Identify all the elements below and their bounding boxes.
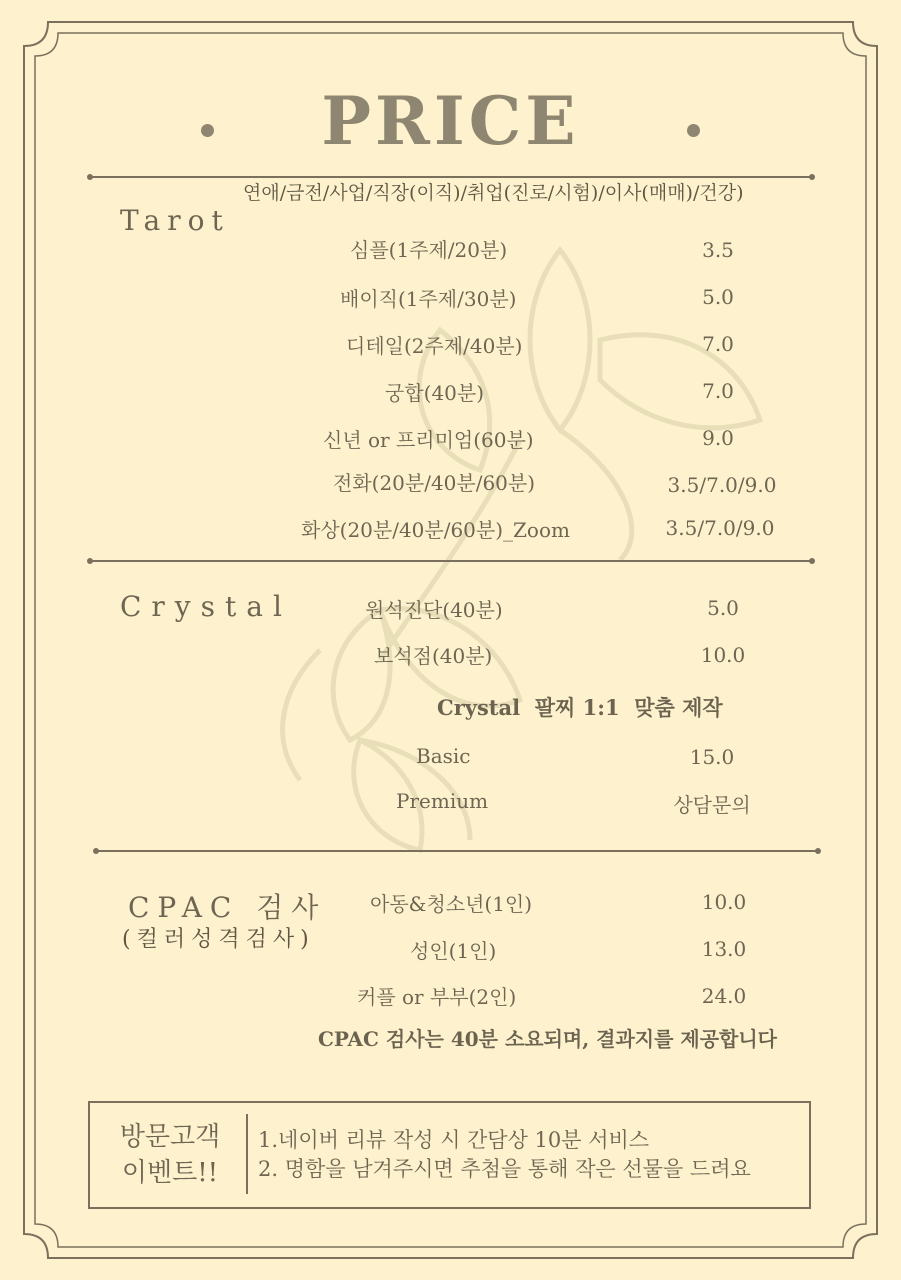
tarot-item-price: 7.0 bbox=[702, 332, 734, 356]
title-dot-left bbox=[201, 124, 214, 137]
crystal-item-name: 보석점(40분) bbox=[374, 644, 493, 668]
event-line-1: 1.네이버 리뷰 작성 시 간담상 10분 서비스 bbox=[258, 1128, 650, 1152]
cpac-heading: CPAC 검사 bbox=[128, 891, 327, 924]
cpac-item-name: 커플 or 부부(2인) bbox=[357, 985, 517, 1009]
tarot-item-price: 3.5/7.0/9.0 bbox=[665, 516, 775, 540]
cpac-item-name: 성인(1인) bbox=[410, 939, 497, 963]
tarot-item-name: 심플(1주제/20분) bbox=[350, 238, 508, 262]
tarot-item-name: 디테일(2주제/40분) bbox=[346, 334, 523, 358]
tarot-item-name: 화상(20분/40분/60분)_Zoom bbox=[301, 518, 570, 542]
event-title-line1: 방문고객 bbox=[119, 1122, 221, 1152]
cpac-subtitle: (컬러성격검사) bbox=[122, 927, 315, 952]
cpac-item-price: 24.0 bbox=[701, 984, 747, 1008]
crystal-heading: Crystal bbox=[120, 590, 292, 623]
tarot-item-name: 궁합(40분) bbox=[385, 381, 485, 405]
tarot-item-name: 신년 or 프리미엄(60분) bbox=[323, 428, 534, 452]
tarot-item-price: 5.0 bbox=[702, 285, 734, 309]
tarot-item-price: 3.5 bbox=[702, 238, 734, 262]
crystal-item-price: 10.0 bbox=[700, 643, 746, 667]
cpac-item-price: 10.0 bbox=[701, 890, 747, 914]
crystal-custom-item-price: 상담문의 bbox=[673, 793, 751, 817]
tarot-topics: 연애/금전/사업/직장(이직)/취업(진로/시험)/이사(매매)/건강) bbox=[243, 182, 744, 204]
crystal-item-price: 5.0 bbox=[707, 596, 739, 620]
crystal-custom-item-price: 15.0 bbox=[689, 745, 735, 769]
tarot-item-price: 7.0 bbox=[702, 379, 734, 403]
divider-cpac bbox=[96, 850, 818, 852]
title-dot-right bbox=[687, 124, 700, 137]
tarot-heading: Tarot bbox=[120, 204, 230, 237]
crystal-custom-heading: Crystal 팔찌 1:1 맞춤 제작 bbox=[437, 695, 723, 720]
tarot-item-price: 3.5/7.0/9.0 bbox=[667, 473, 777, 497]
event-divider bbox=[246, 1114, 248, 1194]
tarot-item-name: 배이직(1주제/30분) bbox=[340, 287, 517, 311]
divider-crystal bbox=[90, 560, 812, 562]
cpac-item-price: 13.0 bbox=[701, 937, 747, 961]
page-title: PRICE bbox=[321, 82, 580, 160]
cpac-note: CPAC 검사는 40분 소요되며, 결과지를 제공합니다 bbox=[318, 1027, 777, 1051]
tarot-item-price: 9.0 bbox=[702, 426, 734, 450]
event-title-line2: 이벤트!! bbox=[121, 1158, 219, 1188]
crystal-custom-item-name: Premium bbox=[396, 789, 489, 813]
crystal-custom-item-name: Basic bbox=[416, 744, 471, 768]
event-line-2: 2. 명함을 남겨주시면 추첨을 통해 작은 선물을 드려요 bbox=[258, 1157, 751, 1181]
tarot-item-name: 전화(20분/40분/60분) bbox=[333, 471, 536, 495]
crystal-item-name: 원석진단(40분) bbox=[365, 598, 503, 622]
cpac-item-name: 아동&청소년(1인) bbox=[370, 892, 533, 916]
